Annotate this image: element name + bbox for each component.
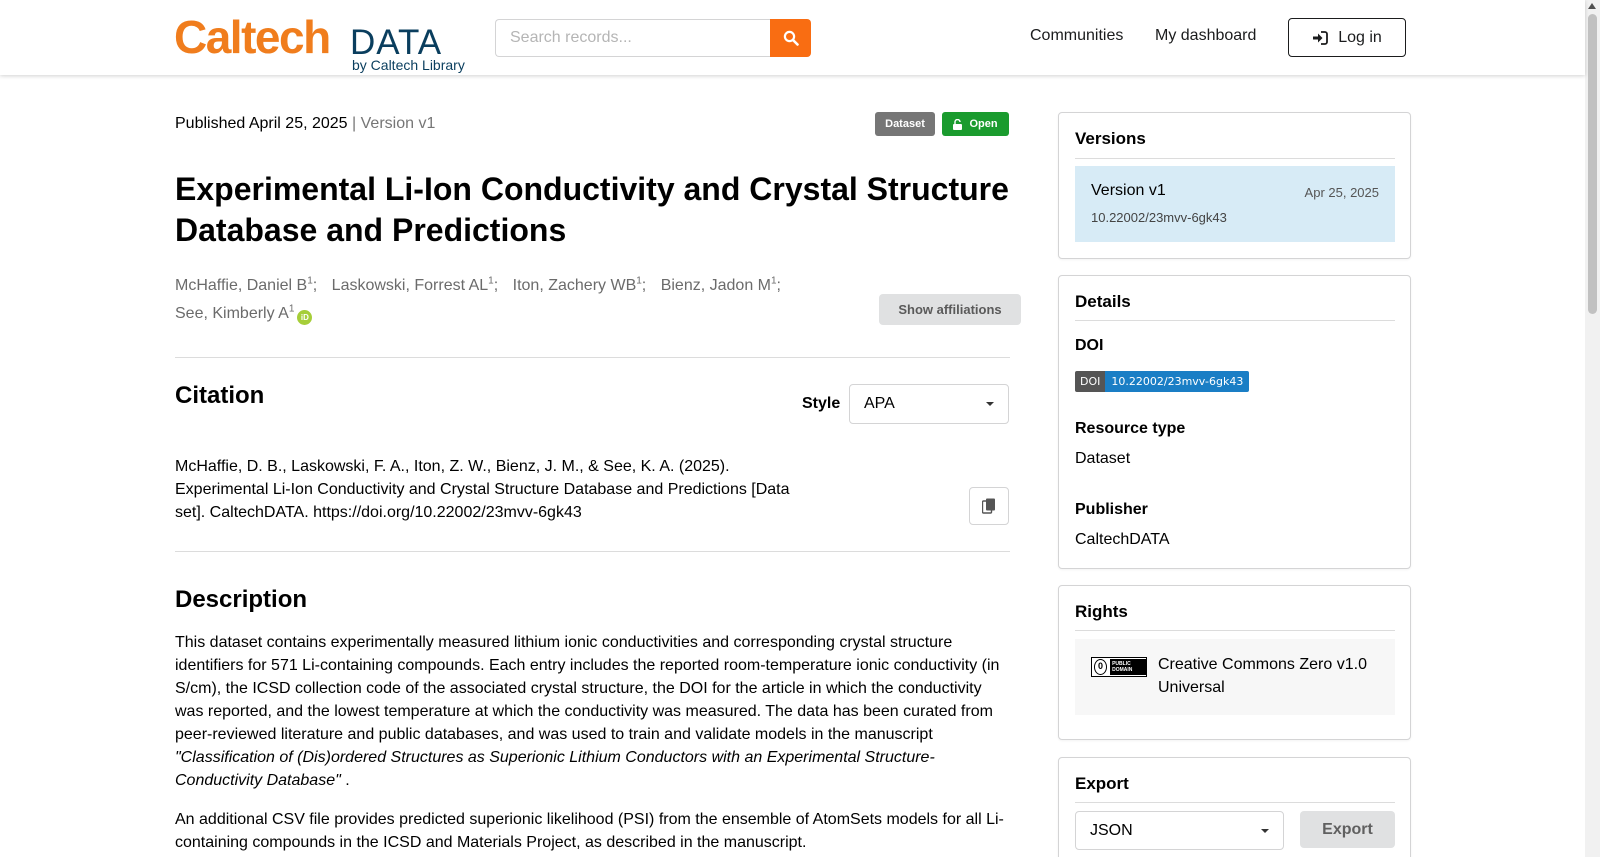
export-heading: Export (1075, 774, 1129, 793)
creator-separator: ; (776, 277, 781, 295)
published-date: Published April 25, 2025 (175, 115, 348, 132)
citation-text: McHaffie, D. B., Laskowski, F. A., Iton, Z. W., Bienz, J. M., & See, K. A. (2025). Experimental Li-Ion Conductivity and Crystal Structure Database and Predictions [Data set]. CaltechDATA. https://doi.org/10.22002/23mvv-6gk43 (175, 458, 790, 521)
orcid-icon[interactable]: iD (297, 310, 312, 325)
creator-separator: ; (312, 277, 318, 295)
creator-name: Bienz, Jadon M (660, 277, 771, 295)
description-heading: Description (175, 586, 308, 613)
publisher-label: Publisher (1075, 501, 1148, 518)
export-card (1058, 757, 1411, 857)
license-name: Creative Commons Zero v1.0 Universal (1158, 656, 1367, 696)
affiliation-marker: 1 (288, 303, 295, 315)
section-divider (175, 551, 1010, 552)
login-label: Log in (1338, 28, 1382, 46)
export-format-value: JSON (1090, 821, 1133, 839)
doi-label: DOI (1075, 337, 1104, 354)
affiliation-marker: 1 (636, 276, 642, 287)
copy-citation-button[interactable] (969, 487, 1009, 525)
versions-heading: Versions (1075, 129, 1146, 148)
scroll-up-arrow[interactable] (1588, 3, 1596, 9)
rights-card (1058, 585, 1411, 740)
creator-item[interactable] (175, 277, 317, 294)
doi-badge[interactable] (1075, 371, 1249, 392)
show-affiliations-button[interactable]: Show affiliations (879, 294, 1021, 325)
versions-card (1058, 112, 1411, 259)
citation-style-label: Style (802, 395, 841, 412)
creator-item[interactable] (175, 305, 312, 322)
top-header (0, 0, 1585, 75)
description-text-end: . (340, 772, 350, 789)
creator-separator: ; (493, 277, 499, 295)
scroll-thumb[interactable] (1588, 14, 1597, 314)
version-doi: 10.22002/23mvv-6gk43 (1091, 210, 1227, 225)
creator-name: See, Kimberly A (175, 304, 289, 322)
search-icon (783, 30, 799, 46)
access-badge-label: Open (969, 118, 998, 130)
resource-type-badge: Dataset (875, 112, 935, 136)
affiliation-marker: 1 (307, 276, 313, 287)
version-name: Version v1 (1091, 182, 1166, 199)
card-divider (1075, 802, 1395, 803)
resource-type-value: Dataset (1075, 450, 1131, 467)
publication-line (175, 115, 435, 133)
citation-style-value: APA (864, 395, 895, 412)
access-badge (942, 112, 1009, 136)
login-icon (1312, 31, 1328, 45)
creator-separator: ; (641, 277, 647, 295)
creator-name: Laskowski, Forrest AL (331, 277, 489, 295)
creator-name: Iton, Zachery WB (512, 277, 637, 295)
license-item[interactable] (1075, 639, 1395, 715)
nav-my-dashboard[interactable]: My dashboard (1155, 27, 1257, 44)
manuscript-title: "Classification of (Dis)ordered Structures as Superionic Lithium Conductors with an Experimental Structure-Conductivity Database" (175, 749, 935, 789)
creator-item[interactable] (661, 277, 781, 294)
citation-style-dropdown[interactable] (849, 384, 1009, 424)
chevron-down-icon (1261, 829, 1269, 833)
section-divider (175, 357, 1010, 358)
card-divider (1075, 320, 1395, 321)
cc-zero-icon: 0 PUBLIC DOMAIN (1091, 657, 1147, 677)
nav-communities[interactable]: Communities (1030, 27, 1124, 44)
lock-open-icon (953, 119, 962, 130)
creators-list (175, 270, 855, 325)
export-format-dropdown[interactable] (1075, 811, 1284, 850)
record-title: Experimental Li-Ion Conductivity and Crystal Structure Database and Predictions (175, 171, 1009, 248)
doi-badge-left: DOI (1075, 371, 1105, 392)
creator-name: McHaffie, Daniel B (175, 277, 308, 295)
resource-type-label: Resource type (1075, 420, 1186, 437)
logo-caltech-text: Caltech (174, 11, 330, 63)
card-divider (1075, 630, 1395, 631)
description-text: This dataset contains experimentally measured lithium ionic conductivities and corresponding crystal structure identifiers for 571 Li-containing compounds. Each entry includes the reported room-temperature ionic conductivity (in S/cm), the ICSD collection code of the associated crystal structure, the DOI for the article in which the conductivity was reported, and the lowest temperature at which the conductivity was measured. The data has been curated from peer-reviewed literature and public databases, and was used to train and validate models in the manuscript (175, 634, 1000, 743)
chevron-down-icon (986, 402, 994, 406)
version-item[interactable] (1075, 166, 1395, 242)
export-button[interactable]: Export (1300, 811, 1395, 848)
copy-icon (982, 498, 996, 514)
login-button[interactable] (1288, 18, 1406, 57)
version-date: Apr 25, 2025 (1304, 185, 1379, 200)
description-paragraph-2: An additional CSV file provides predicted superionic likelihood (PSI) from the ensemble of AtomSets models for all Li-containing compounds in the ICSD and Materials Project, as described in the manuscript. (175, 811, 1004, 851)
search-input[interactable] (495, 19, 771, 57)
creator-item[interactable] (332, 277, 499, 294)
details-heading: Details (1075, 292, 1131, 311)
logo-data-text: DATA (350, 23, 443, 62)
rights-heading: Rights (1075, 602, 1128, 621)
citation-heading: Citation (175, 382, 265, 409)
affiliation-marker: 1 (770, 276, 777, 287)
details-card (1058, 275, 1411, 569)
search-button[interactable] (770, 19, 811, 57)
logo-by-text: by Caltech Library (352, 57, 465, 73)
card-divider (1075, 158, 1395, 159)
version-label: | Version v1 (352, 115, 436, 132)
doi-badge-value: 10.22002/23mvv-6gk43 (1105, 371, 1249, 392)
cc-mark-text: PUBLIC DOMAIN (1110, 659, 1146, 675)
description-paragraph (175, 631, 1010, 792)
affiliation-marker: 1 (488, 276, 494, 287)
page-scrollbar[interactable] (1585, 0, 1600, 857)
creator-item[interactable] (513, 277, 647, 294)
publisher-value: CaltechDATA (1075, 531, 1170, 548)
